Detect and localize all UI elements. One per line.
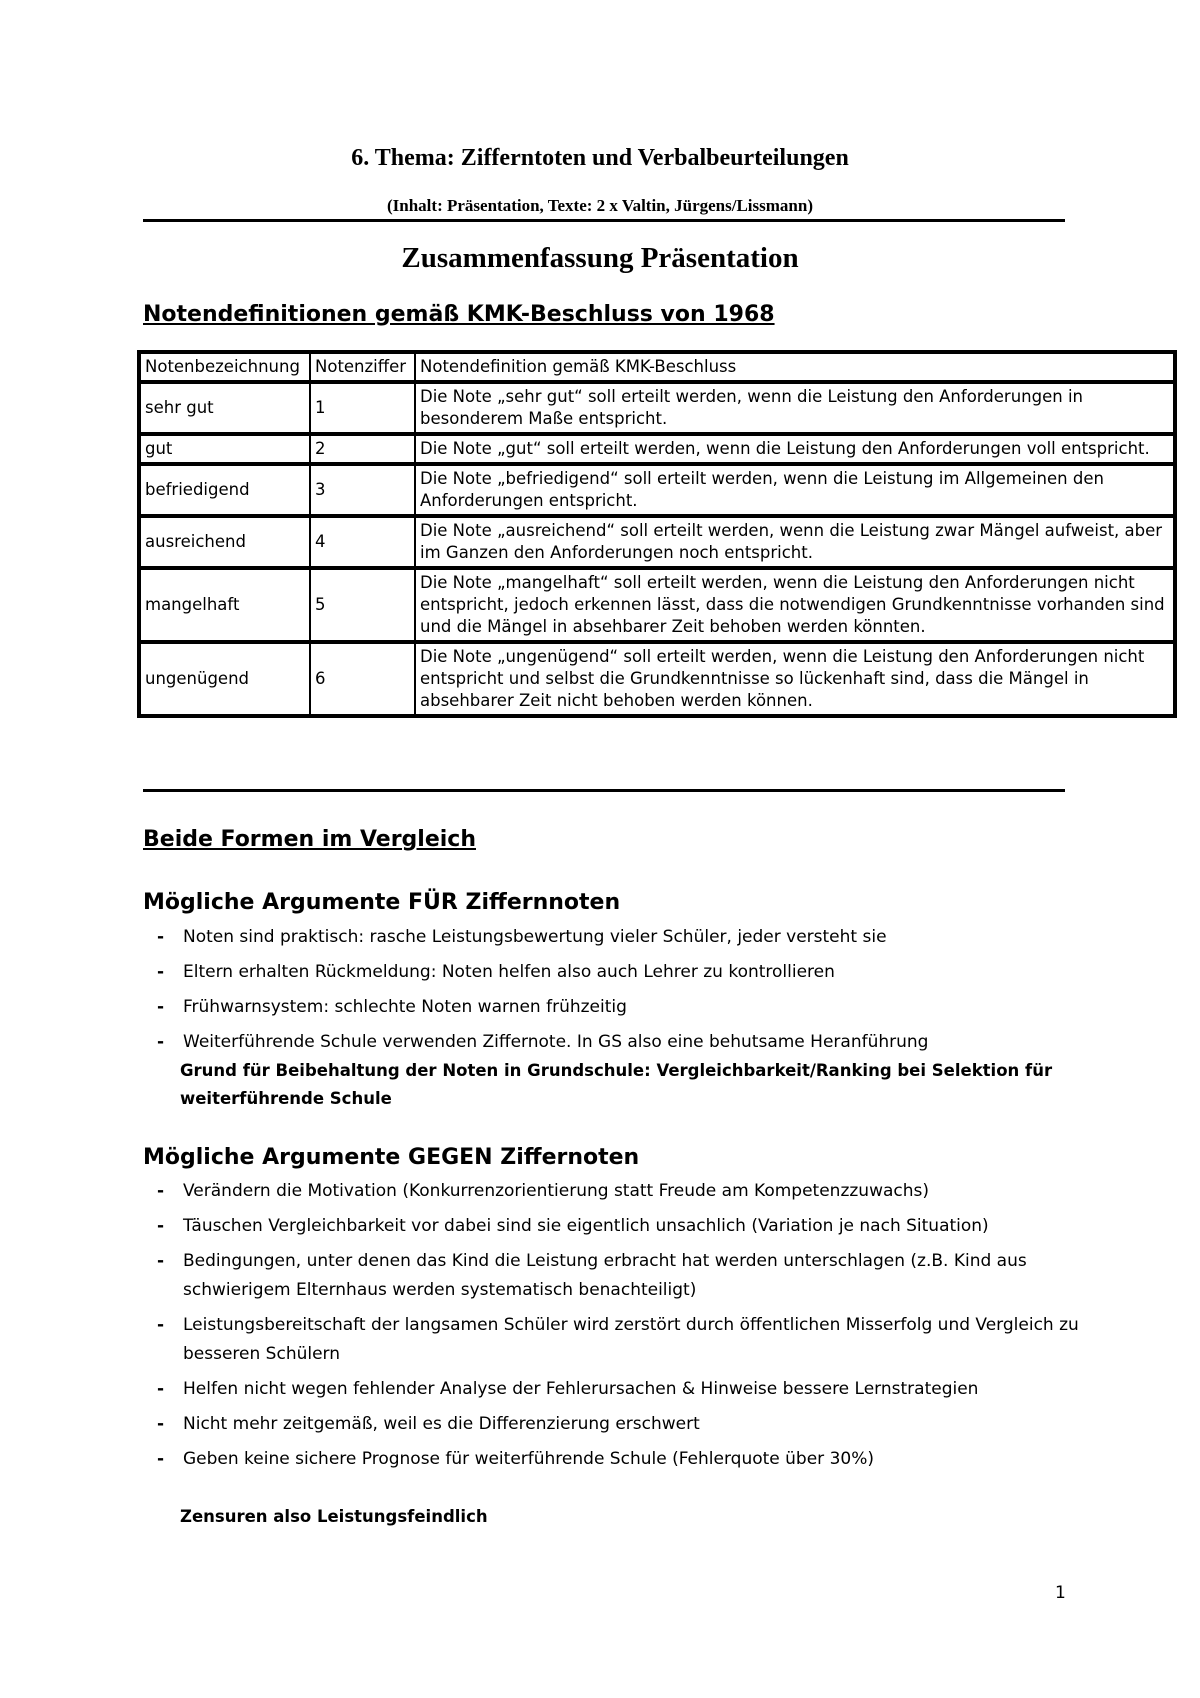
table-row (140, 435, 1174, 465)
argument-text: Helfen nicht wegen fehlender Analyse der Fehlerursachen & Hinweise bessere Lernstrategien (183, 1379, 979, 1399)
bullet-dash: - (157, 1216, 165, 1236)
bullet-dash: - (157, 1251, 165, 1271)
bullet-dash: - (157, 1181, 165, 1201)
list-item (157, 1177, 1083, 1206)
argument-text: Weiterführende Schule verwenden Ziffernote. In GS also eine behutsame Heranführung (183, 1032, 929, 1052)
column-header: Notendefinition gemäß KMK-Beschluss (415, 353, 1174, 383)
argument-text: Nicht mehr zeitgemäß, weil es die Differenzierung erschwert (183, 1414, 700, 1434)
bullet-dash: - (157, 997, 165, 1017)
argument-text: Bedingungen, unter denen das Kind die Leistung erbracht hat werden unterschlagen (z.B. Kind aus schwierigem Elternhaus werden systematisch benachteiligt) (183, 1251, 1027, 1300)
grade-name: befriedigend (140, 465, 310, 517)
grade-digit: 6 (310, 643, 415, 715)
bullet-dash: - (157, 962, 165, 982)
grade-definition: Die Note „gut“ soll erteilt werden, wenn die Leistung den Anforderungen voll entspricht. (415, 435, 1174, 465)
grade-definition: Die Note „ungenügend“ soll erteilt werden, wenn die Leistung den Anforderungen nicht entspricht und selbst die Grundkenntnisse so lückenhaft sind, dass die Mängel in absehbarer Zeit nicht behoben werden können. (415, 643, 1174, 715)
contra-conclusion: Zensuren also Leistungsfeindlich (180, 1507, 488, 1526)
pro-conclusion: Grund für Beibehaltung der Noten in Grundschule: Vergleichbarkeit/Ranking bei Selektion für weiterführende Schule (180, 1061, 1053, 1108)
list-item (157, 1375, 1083, 1404)
compare-heading: Beide Formen im Vergleich (143, 827, 476, 852)
list-item (157, 923, 1083, 952)
page-number: 1 (1055, 1583, 1066, 1603)
column-header: Notenziffer (310, 353, 415, 383)
grade-definition: Die Note „sehr gut“ soll erteilt werden, wenn die Leistung den Anforderungen in besonderem Maße entspricht. (415, 383, 1174, 435)
pro-arguments-list (157, 923, 1083, 1063)
document-subtitle: (Inhalt: Präsentation, Texte: 2 x Valtin, Jürgens/Lissmann) (387, 196, 813, 215)
list-item (157, 1028, 1083, 1057)
grade-digit: 3 (310, 465, 415, 517)
grade-digit: 5 (310, 569, 415, 643)
table-row (140, 517, 1174, 569)
grade-name: ungenügend (140, 643, 310, 715)
list-item (157, 1410, 1083, 1439)
bullet-dash: - (157, 1379, 165, 1399)
argument-text: Eltern erhalten Rückmeldung: Noten helfen also auch Lehrer zu kontrollieren (183, 962, 835, 982)
list-item (157, 1311, 1083, 1369)
list-item (157, 1212, 1083, 1241)
argument-text: Täuschen Vergleichbarkeit vor dabei sind sie eigentlich unsachlich (Variation je nach Situation) (183, 1216, 989, 1236)
grade-digit: 2 (310, 435, 415, 465)
grade-definition: Die Note „ausreichend“ soll erteilt werden, wenn die Leistung zwar Mängel aufweist, aber im Ganzen den Anforderungen noch entspricht. (415, 517, 1174, 569)
bullet-dash: - (157, 1315, 165, 1335)
document-title: 6. Thema: Zifferntoten und Verbalbeurteilungen (351, 145, 849, 171)
list-item (157, 1247, 1083, 1305)
pro-arguments-heading: Mögliche Argumente FÜR Ziffernnoten (143, 890, 621, 915)
contra-arguments-heading: Mögliche Argumente GEGEN Ziffernoten (143, 1145, 640, 1170)
bullet-dash: - (157, 1414, 165, 1434)
grade-name: mangelhaft (140, 569, 310, 643)
grade-name: gut (140, 435, 310, 465)
summary-heading: Zusammenfassung Präsentation (401, 242, 799, 274)
list-item (157, 958, 1083, 987)
bullet-dash: - (157, 1032, 165, 1052)
table-header-row (140, 353, 1174, 383)
table-row (140, 643, 1174, 715)
list-item (157, 1445, 1083, 1474)
argument-text: Noten sind praktisch: rasche Leistungsbewertung vieler Schüler, jeder versteht sie (183, 927, 887, 947)
grade-name: sehr gut (140, 383, 310, 435)
column-header: Notenbezeichnung (140, 353, 310, 383)
table-row (140, 569, 1174, 643)
contra-arguments-list (157, 1177, 1083, 1480)
argument-text: Verändern die Motivation (Konkurrenzorientierung statt Freude am Kompetenzzuwachs) (183, 1181, 930, 1201)
grade-definition: Die Note „mangelhaft“ soll erteilt werden, wenn die Leistung den Anforderungen nicht entspricht, jedoch erkennen lässt, dass die notwendigen Grundkenntnisse vorhanden sind und die Mängel in absehbarer Zeit behoben werden könnten. (415, 569, 1174, 643)
bullet-dash: - (157, 927, 165, 947)
notes-section-heading: Notendefinitionen gemäß KMK-Beschluss von 1968 (143, 302, 775, 327)
bullet-dash: - (157, 1449, 165, 1469)
argument-text: Geben keine sichere Prognose für weiterführende Schule (Fehlerquote über 30%) (183, 1449, 874, 1469)
table-row (140, 383, 1174, 435)
grade-digit: 4 (310, 517, 415, 569)
grade-name: ausreichend (140, 517, 310, 569)
grade-definition-table (137, 350, 1177, 718)
grade-definition: Die Note „befriedigend“ soll erteilt werden, wenn die Leistung im Allgemeinen den Anforderungen entspricht. (415, 465, 1174, 517)
argument-text: Leistungsbereitschaft der langsamen Schüler wird zerstört durch öffentlichen Misserfolg und Vergleich zu besseren Schülern (183, 1315, 1079, 1364)
table-row (140, 465, 1174, 517)
list-item (157, 993, 1083, 1022)
grade-digit: 1 (310, 383, 415, 435)
divider-middle (143, 789, 1065, 792)
argument-text: Frühwarnsystem: schlechte Noten warnen frühzeitig (183, 997, 627, 1017)
divider-top (143, 219, 1065, 222)
